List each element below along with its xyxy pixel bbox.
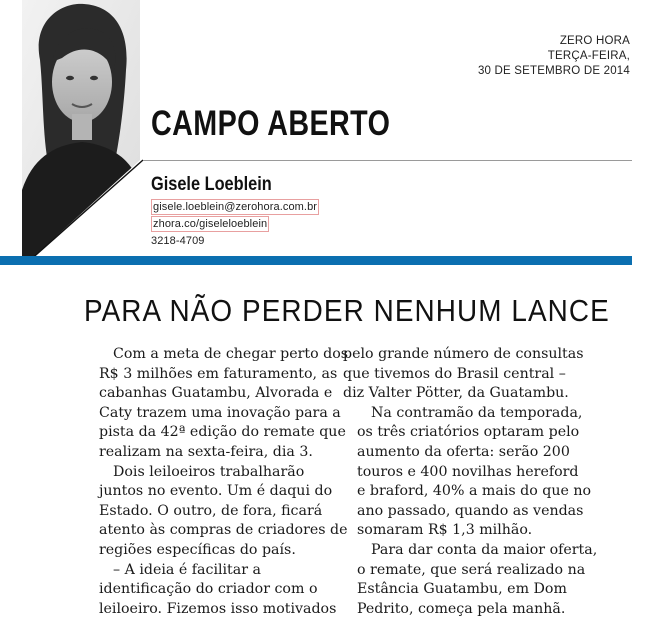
text-line: – A ideia é facilitar a	[113, 561, 261, 578]
text-line: Estado. O outro, de fora, ficará	[99, 502, 323, 519]
author-email-link[interactable]: gisele.loeblein@zerohora.com.br	[153, 201, 318, 213]
text-line: Com a meta de chegar perto dos	[113, 346, 349, 362]
text-line: leiloeiro. Fizemos isso motivados	[99, 600, 337, 617]
publication-weekday: TERÇA-FEIRA,	[547, 50, 630, 62]
author-phone: 3218-4709	[151, 235, 205, 247]
text-line: Pedrito, começa pela manhã.	[357, 600, 566, 617]
paragraph	[343, 404, 593, 541]
text-line: somaram R$ 1,3 milhão.	[357, 522, 533, 539]
article-headline: PARA NÃO PERDER NENHUM LANCE	[84, 293, 610, 328]
text-line: Estância Guatambu, em Dom	[357, 581, 567, 598]
text-line: regiões específicas do país.	[99, 541, 296, 558]
article-column-left	[85, 345, 349, 619]
text-line: Dois leiloeiros trabalharão	[113, 463, 305, 480]
text-line: touros e 400 novilhas hereford	[357, 463, 579, 480]
header-rule	[143, 160, 632, 161]
text-line: identificação do criador com o	[99, 581, 318, 598]
text-line: aumento da oferta: serão 200	[357, 443, 570, 460]
accent-bar	[0, 256, 632, 265]
column-title: CAMPO ABERTO	[151, 104, 391, 143]
text-line: cabanhas Guatambu, Alvorada e	[99, 385, 333, 402]
text-line: que tivemos do Brasil central –	[343, 365, 566, 382]
article-column-right	[343, 345, 598, 619]
author-name: Gisele Loeblein	[151, 174, 272, 195]
paragraph	[85, 463, 348, 561]
text-line: Caty trazem uma inovação para a	[99, 404, 341, 421]
publication-date: 30 DE SETEMBRO DE 2014	[477, 65, 630, 77]
paragraph	[343, 541, 598, 619]
text-line: diz Valter Pötter, da Guatambu.	[343, 385, 569, 402]
paragraph	[85, 561, 335, 620]
text-line: Na contramão da temporada,	[371, 404, 583, 421]
text-line: e braford, 40% a mais do que no	[357, 483, 592, 500]
text-line: pista da 42ª edição do remate que	[99, 424, 346, 441]
text-line: atento às compras de criadores de	[99, 522, 348, 539]
text-line: Para dar conta da maior oferta,	[371, 541, 598, 558]
text-line: o remate, que será realizado na	[357, 561, 586, 578]
text-line: realizam na sexta-feira, dia 3.	[99, 443, 313, 460]
text-line: pelo grande número de consultas	[343, 346, 584, 362]
text-line: ano passado, quando as vendas	[357, 502, 584, 519]
text-line: R$ 3 milhões em faturamento, as	[99, 365, 338, 382]
paragraph	[85, 345, 349, 463]
paragraph	[343, 345, 593, 404]
author-profile-link[interactable]: zhora.co/giseleloeblein	[153, 218, 268, 230]
text-line: juntos no evento. Um é daqui do	[99, 483, 333, 500]
masthead	[478, 34, 630, 79]
text-line: os três criatórios optaram pelo	[357, 424, 580, 441]
newspaper-name: ZERO HORA	[559, 35, 630, 47]
